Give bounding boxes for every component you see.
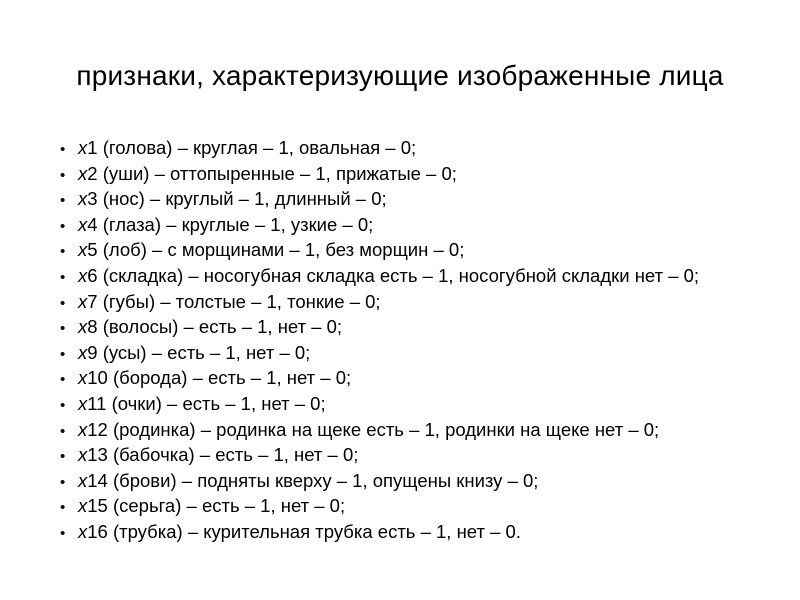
feature-text	[78, 187, 387, 211]
feature-number: 15	[87, 495, 108, 517]
feature-description: (лоб) – с морщинами – 1, без морщин – 0;	[102, 239, 465, 261]
list-item	[60, 264, 780, 290]
bullet-marker: •	[60, 345, 66, 363]
list-item	[60, 213, 780, 239]
feature-variable: x	[78, 469, 88, 491]
feature-variable: x	[78, 137, 88, 158]
bullet-marker: •	[60, 524, 66, 542]
feature-text	[78, 162, 457, 186]
feature-number: 2	[87, 162, 98, 184]
bullet-marker: •	[60, 192, 66, 210]
feature-variable: x	[78, 264, 88, 286]
feature-description: (складка) – носогубная складка есть – 1, носогубной складки нет – 0;	[102, 264, 700, 286]
feature-description: (бабочка) – есть – 1, нет – 0;	[112, 444, 359, 466]
feature-description: (родинка) – родинка на щеке есть – 1, родинки на щеке нет – 0;	[112, 418, 660, 440]
feature-description: (нос) – круглый – 1, длинный – 0;	[102, 188, 387, 210]
list-item	[60, 520, 780, 546]
feature-description: (голова) – круглая – 1, овальная – 0;	[102, 137, 417, 158]
feature-number: 3	[87, 188, 98, 210]
list-item	[60, 494, 780, 520]
feature-number: 7	[87, 290, 98, 312]
feature-description: (серьга) – есть – 1, нет – 0;	[112, 495, 346, 517]
bullet-marker: •	[60, 371, 66, 389]
feature-number: 16	[87, 520, 108, 542]
feature-text	[78, 136, 416, 160]
feature-variable: x	[78, 213, 88, 235]
bullet-marker: •	[60, 422, 66, 440]
feature-text	[78, 392, 326, 416]
feature-description: (губы) – толстые – 1, тонкие – 0;	[102, 290, 381, 312]
feature-description: (волосы) – есть – 1, нет – 0;	[102, 316, 343, 338]
slide-title: признаки, характеризующие изображенные лица	[76, 60, 724, 91]
bullet-marker: •	[60, 320, 66, 338]
feature-number: 11	[87, 392, 107, 414]
list-item	[60, 136, 780, 162]
feature-variable: x	[78, 392, 88, 414]
bullet-marker: •	[60, 473, 66, 491]
list-item	[60, 238, 780, 264]
list-item	[60, 162, 780, 188]
feature-text	[78, 315, 342, 339]
feature-text	[78, 213, 373, 237]
list-item	[60, 315, 780, 341]
feature-variable: x	[78, 444, 88, 466]
feature-text	[78, 341, 310, 365]
list-item	[60, 443, 780, 469]
bullet-marker: •	[60, 141, 66, 158]
feature-text	[78, 238, 464, 262]
feature-number: 8	[87, 316, 98, 338]
feature-text	[78, 418, 659, 442]
feature-variable: x	[78, 188, 88, 210]
feature-description: (очки) – есть – 1, нет – 0;	[111, 392, 326, 414]
feature-number: 5	[87, 239, 98, 261]
feature-text	[78, 290, 381, 314]
feature-description: (брови) – подняты кверху – 1, опущены книзу – 0;	[112, 469, 539, 491]
feature-number: 4	[87, 213, 98, 235]
bullet-marker: •	[60, 448, 66, 466]
feature-number: 1	[87, 137, 98, 158]
feature-number: 13	[87, 444, 108, 466]
list-item	[60, 290, 780, 316]
feature-variable: x	[78, 367, 88, 389]
list-item	[60, 392, 780, 418]
bullet-marker: •	[60, 294, 66, 312]
feature-variable: x	[78, 290, 88, 312]
bullet-marker: •	[60, 217, 66, 235]
bullet-marker: •	[60, 499, 66, 517]
feature-description: (уши) – оттопыренные – 1, прижатые – 0;	[102, 162, 457, 184]
bullet-marker: •	[60, 166, 66, 184]
feature-variable: x	[78, 239, 88, 261]
list-item	[60, 469, 780, 495]
feature-description: (усы) – есть – 1, нет – 0;	[102, 341, 311, 363]
bullet-marker: •	[60, 243, 66, 261]
feature-variable: x	[78, 341, 88, 363]
feature-list	[60, 136, 780, 546]
list-item	[60, 366, 780, 392]
feature-variable: x	[78, 520, 88, 542]
feature-description: (трубка) – курительная трубка есть – 1, нет – 0.	[112, 520, 521, 542]
feature-description: (борода) – есть – 1, нет – 0;	[112, 367, 352, 389]
feature-variable: x	[78, 495, 88, 517]
bullet-marker: •	[60, 396, 66, 414]
feature-text	[78, 264, 699, 288]
feature-variable: x	[78, 162, 88, 184]
feature-text	[78, 494, 345, 518]
feature-text	[78, 520, 521, 544]
list-item	[60, 418, 780, 444]
list-item	[60, 187, 780, 213]
feature-number: 14	[87, 469, 108, 491]
feature-variable: x	[78, 316, 88, 338]
feature-number: 9	[87, 341, 98, 363]
feature-text	[78, 469, 538, 493]
feature-number: 10	[87, 367, 108, 389]
feature-text	[78, 366, 351, 390]
feature-text	[78, 443, 358, 467]
feature-number: 12	[87, 418, 108, 440]
bullet-marker: •	[60, 268, 66, 286]
feature-variable: x	[78, 418, 88, 440]
feature-description: (глаза) – круглые – 1, узкие – 0;	[102, 213, 374, 235]
list-item	[60, 341, 780, 367]
feature-number: 6	[87, 264, 98, 286]
